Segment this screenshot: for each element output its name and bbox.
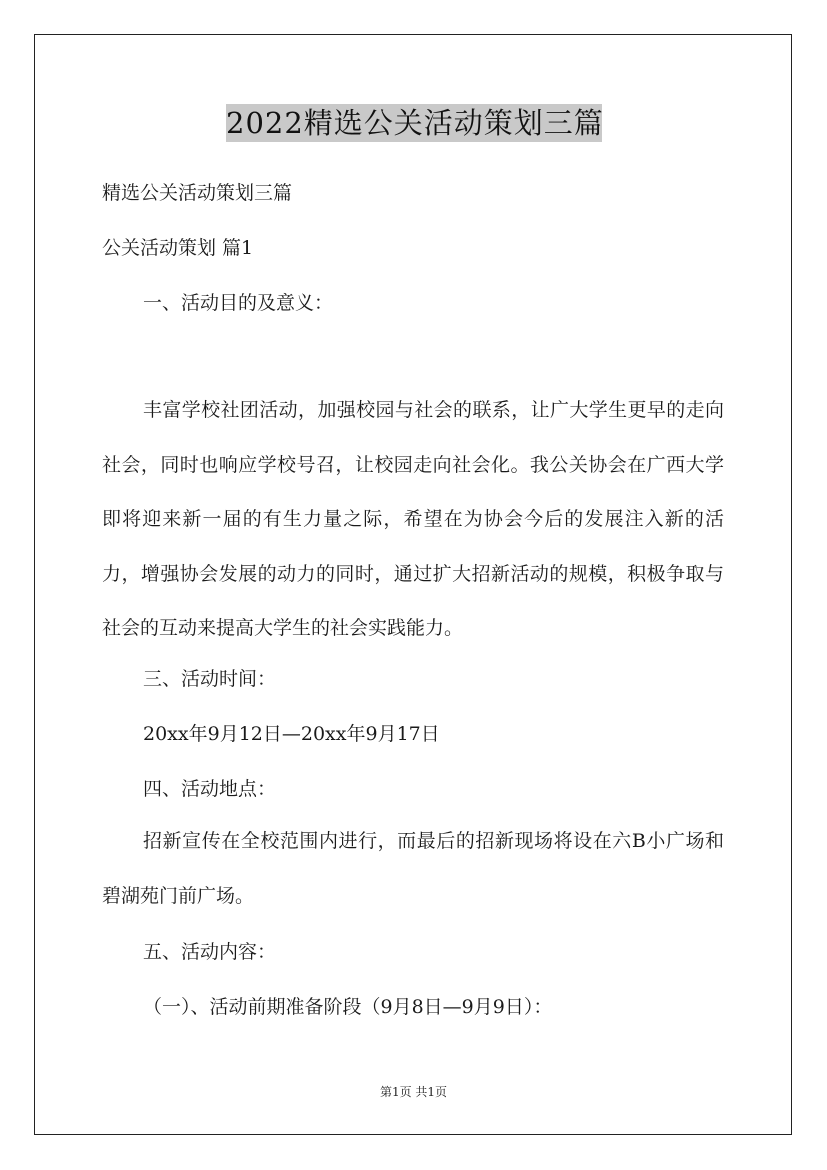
heading-content: 五、活动内容：: [143, 941, 277, 963]
subheading-preparation: （一）、活动前期准备阶段（9月8日—9月9日）：: [143, 996, 553, 1018]
section-heading: 公关活动策划 篇1: [102, 237, 254, 259]
page-footer: 第1页 共1页: [379, 1085, 448, 1099]
paragraph-purpose: 丰富学校社团活动，加强校园与社会的联系，让广大学生更早的走向社会，同时也响应学校号召，让校园走向社会化。我公关协会在广西大学即将迎来新一届的有生力量之际，希望在为协会今后的发展注入新的活力，增强协会发展的动力的同时，通过扩大招新活动的规模，积极争取与社会的互动来提高大学生的社会实践能力。: [102, 399, 724, 639]
document-subtitle: 精选公关活动策划三篇: [102, 182, 293, 204]
heading-location: 四、活动地点：: [143, 778, 277, 800]
heading-time: 三、活动时间：: [143, 668, 277, 690]
heading-purpose: 一、活动目的及意义：: [143, 292, 334, 314]
document-title: 2022精选公关活动策划三篇: [226, 106, 604, 140]
time-text: 20xx年9月12日—20xx年9月17日: [143, 723, 440, 745]
paragraph-location: 招新宣传在全校范围内进行，而最后的招新现场将设在六B小广场和碧湖苑门前广场。: [102, 830, 724, 907]
